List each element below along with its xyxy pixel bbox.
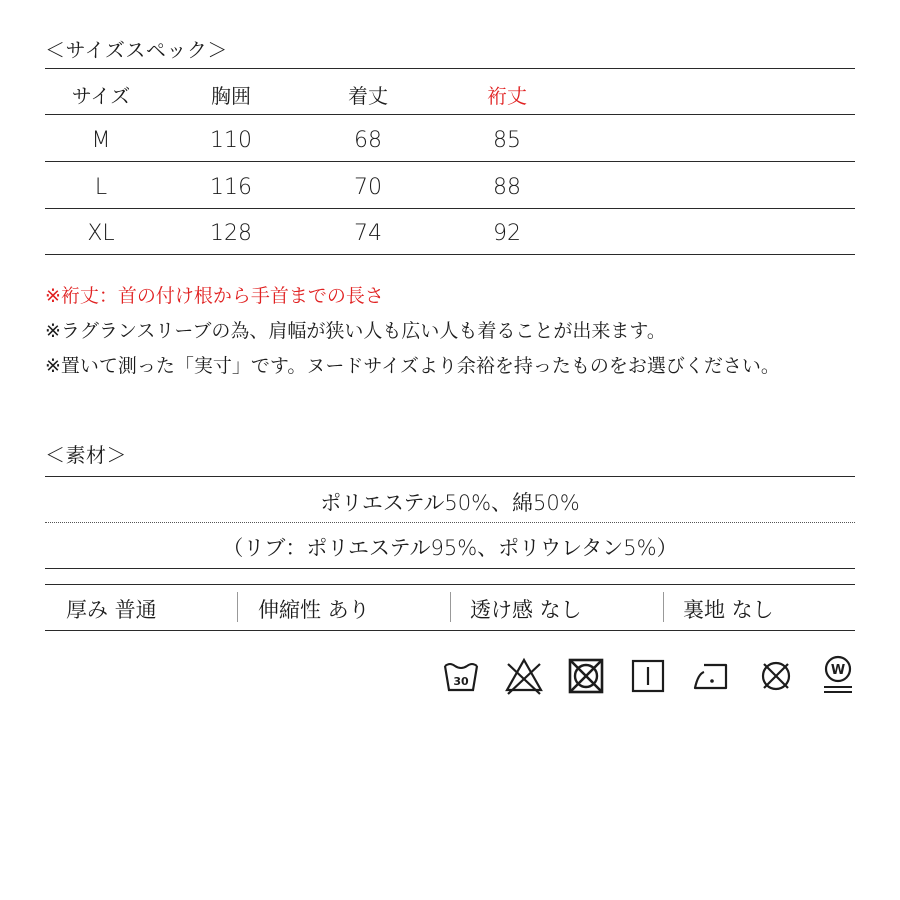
material-section-title: ＜素材＞ xyxy=(45,443,127,467)
spec-cell-size: M xyxy=(91,128,111,153)
line-dry-icon xyxy=(628,652,668,698)
spec-header-length: 着丈 xyxy=(348,84,388,108)
spec-header-chest: 胸囲 xyxy=(211,84,251,108)
spec-table-rule xyxy=(45,114,855,115)
feature-thickness: 厚み 普通 xyxy=(66,598,157,622)
spec-header-sleeve: 裄丈 xyxy=(487,84,527,108)
feature-separator xyxy=(237,592,238,622)
spec-cell-sleeve: 88 xyxy=(493,175,521,200)
material-top-rule xyxy=(45,476,855,477)
spec-cell-size: XL xyxy=(87,221,115,246)
spec-cell-length: 68 xyxy=(354,128,382,153)
spec-cell-length: 74 xyxy=(354,221,382,246)
spec-cell-sleeve: 92 xyxy=(493,221,521,246)
note-sleeve-definition: ※裄丈：首の付け根から手首までの長さ xyxy=(45,285,384,307)
spec-cell-sleeve: 85 xyxy=(493,128,521,153)
spec-cell-length: 70 xyxy=(354,175,382,200)
material-bottom-rule xyxy=(45,568,855,569)
feature-transparency: 透け感 なし xyxy=(470,598,582,622)
features-bottom-rule xyxy=(45,630,855,631)
feature-stretch: 伸縮性 あり xyxy=(258,598,370,622)
spec-section-title: ＜サイズスペック＞ xyxy=(45,38,228,62)
wash-temperature-label: 30 xyxy=(453,675,469,688)
wet-clean-icon xyxy=(818,652,858,698)
iron-low-icon xyxy=(692,652,732,698)
note-raglan: ※ラグランスリーブの為、肩幅が狭い人も広い人も着ることが出来ます。 xyxy=(45,320,666,342)
material-main: ポリエステル50%、綿50% xyxy=(320,491,580,515)
spec-header-size: サイズ xyxy=(71,84,131,108)
material-rib: （リブ：ポリエステル95%、ポリウレタン5%） xyxy=(222,536,678,560)
spec-cell-chest: 110 xyxy=(210,128,252,153)
spec-table-top-rule xyxy=(45,68,855,69)
note-measurement: ※置いて測った「実寸」です。ヌードサイズより余裕を持ったものをお選びください。 xyxy=(45,355,780,377)
spec-cell-chest: 116 xyxy=(210,175,252,200)
feature-lining: 裏地 なし xyxy=(683,598,774,622)
material-divider xyxy=(45,522,855,523)
feature-separator xyxy=(663,592,664,622)
spec-table-bottom-rule xyxy=(45,254,855,255)
wet-clean-label: W xyxy=(830,663,846,678)
spec-table-rule xyxy=(45,208,855,209)
features-top-rule xyxy=(45,584,855,585)
spec-cell-size: L xyxy=(94,175,108,200)
no-bleach-icon xyxy=(504,652,544,698)
feature-separator xyxy=(450,592,451,622)
spec-table-rule xyxy=(45,161,855,162)
spec-cell-chest: 128 xyxy=(210,221,252,246)
no-dry-clean-icon xyxy=(756,652,796,698)
wash-30-icon xyxy=(441,652,481,698)
no-tumble-dry-icon xyxy=(566,652,606,698)
